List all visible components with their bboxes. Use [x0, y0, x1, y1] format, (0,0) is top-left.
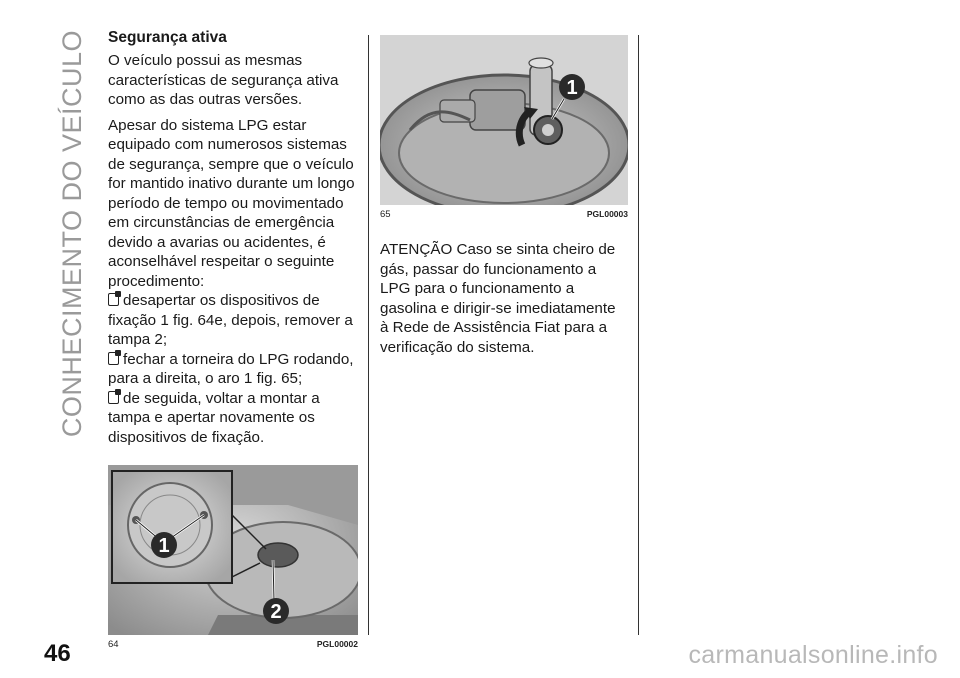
callout-label: 2	[270, 601, 282, 623]
figure-64	[108, 465, 358, 650]
list-item: fechar a torneira do LPG rodando, para a direita, o aro 1 fig. 65;	[108, 350, 354, 387]
figure-64-caption	[108, 639, 358, 650]
figure-64-illustration	[108, 465, 358, 635]
warning-text: ATENÇÃO Caso se sinta cheiro de gás, passar do funcionamento a LPG para o funcionamento a gasolina e dirigir-se imediatamente à Rede de Assistência Fiat para a verificação do sistema.	[380, 241, 616, 356]
figure-65	[380, 35, 628, 220]
figure-number: 65	[380, 209, 391, 220]
left-column	[108, 28, 358, 650]
figure-65-caption	[380, 209, 628, 220]
watermark: carmanualsonline.info	[688, 641, 938, 669]
bullet-icon	[108, 293, 119, 306]
bullet-icon	[108, 352, 119, 365]
right-column	[380, 35, 628, 357]
paragraph-2: Apesar do sistema LPG estar equipado com numerosos sistemas de segurança, sempre que o veículo for mantido inativo durante um longo período de tempo ou movimentado em circunstâncias de emergência devido a avarias ou acidentes, é aconselhável respeitar o seguinte procedimento:	[108, 116, 355, 290]
section-heading: Segurança ativa	[108, 29, 227, 46]
column-divider-right	[638, 35, 639, 635]
column-divider-left	[368, 35, 369, 635]
side-section-title-text: CONHECIMENTO DO VEÍCULO	[56, 30, 87, 438]
list-item: desapertar os dispositivos de fixação 1 fig. 64e, depois, remover a tampa 2;	[108, 292, 353, 348]
figure-code: PGL00003	[586, 209, 628, 219]
callout-label: 1	[566, 77, 578, 99]
figure-65-illustration	[380, 35, 628, 205]
callout-label: 1	[158, 535, 170, 557]
figure-number: 64	[108, 639, 119, 650]
paragraph-1: O veículo possui as mesmas características de segurança ativa como as das outras versões.	[108, 52, 339, 108]
bullet-icon	[108, 391, 119, 404]
list-item: de seguida, voltar a montar a tampa e apertar novamente os dispositivos de fixação.	[108, 389, 320, 446]
figure-code: PGL00002	[316, 639, 358, 649]
page-number: 46	[44, 640, 71, 667]
side-section-title	[50, 30, 94, 438]
